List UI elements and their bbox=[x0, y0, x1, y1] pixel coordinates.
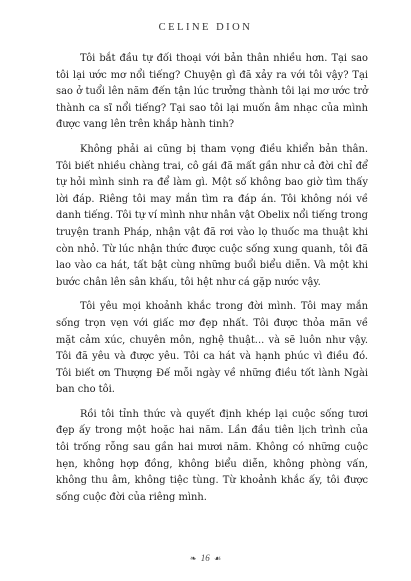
running-header: CELINE DION bbox=[158, 22, 253, 33]
paragraph-1: Tôi bắt đầu tự đối thoại với bản thân nhiều hơn. Tại sao tôi lại ước mơ nổi tiếng? Chuyện gì đã xảy ra với tôi vậy? Tại sao ở tuổi lên năm đến tận lúc trưởng thành tôi lại mơ ước trở thành ca sĩ nổi tiếng? Tại sao tôi lại muốn âm nhạc của mình được vang lên trên khắp hành tinh? bbox=[56, 53, 368, 131]
page-footer bbox=[0, 553, 411, 563]
ornament-right-icon: ☙ bbox=[214, 554, 222, 563]
body-text bbox=[56, 51, 368, 514]
page-number: 16 bbox=[200, 553, 210, 563]
paragraph-3: Tôi yêu mọi khoảnh khắc trong đời mình. Tôi may mắn sống trọn vẹn với giấc mơ đẹp nhất. Tôi được thỏa mãn về mặt cảm xúc, chuyên môn, nghệ thuật... và sẽ luôn như vậy. Tôi đã yêu và được yêu. Tôi ca hát và hạnh phúc vì điều đó. Tôi biết ơn Thượng Đế mỗi ngày về những điều tốt lành Ngài ban cho tôi. bbox=[56, 301, 368, 396]
paragraph-2: Không phải ai cũng bị tham vọng điều khiển bản thân. Tôi biết nhiều chàng trai, cô gái đã mất gần như cả đời chỉ để tự hỏi mình sinh ra để làm gì. Một số không bao giờ tìm thấy lời đáp. Riêng tôi may mắn tìm ra đáp án. Tôi không nói về danh tiếng. Tôi tự ví mình như nhân vật Obelix nổi tiếng trong truyện tranh Pháp, nhận vật đã rơi vào lọ thuốc ma thuật khi còn nhỏ. Từ lúc nhận thức được cuộc sống xung quanh, tôi đã lao vào ca hát, tất bật cùng những buổi biểu diễn. Và một khi bước chân lên sân khấu, tôi hệt như cá gặp nước vậy. bbox=[56, 143, 368, 288]
paragraph-4: Rồi tôi tỉnh thức và quyết định khép lại cuộc sống tươi đẹp ấy trong một hoặc hai năm. Lần đầu tiên lịch trình của tôi trống rỗng sau gần hai mươi năm. Không có những cuộc hẹn, không hợp đồng, không biểu diễn, không phòng vấn, không thu âm, không tiệc tùng. Từ khoảnh khắc ấy, tôi được sống cuộc đời của riêng mình. bbox=[56, 408, 368, 503]
ornament-left-icon: ❧ bbox=[189, 554, 197, 563]
